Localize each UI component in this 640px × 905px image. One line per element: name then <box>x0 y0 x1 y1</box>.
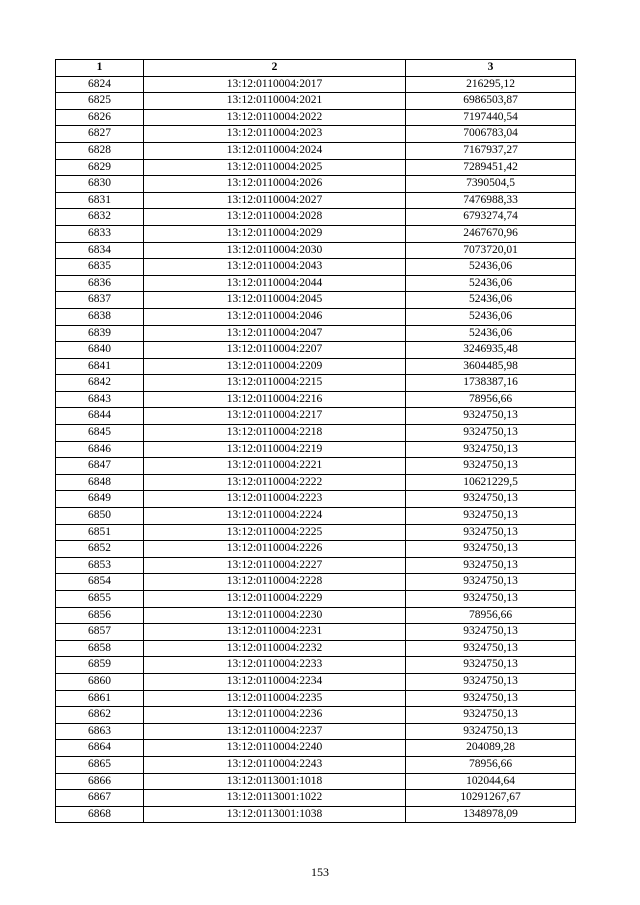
value-cell: 9324750,13 <box>406 723 576 740</box>
column-header-2: 2 <box>144 60 406 77</box>
table-row <box>56 458 576 475</box>
row-number-cell: 6829 <box>56 159 144 176</box>
row-number-cell: 6867 <box>56 790 144 807</box>
table-row <box>56 375 576 392</box>
value-cell: 9324750,13 <box>406 408 576 425</box>
row-number-cell: 6865 <box>56 756 144 773</box>
cadastral-number-cell: 13:12:0110004:2021 <box>144 93 406 110</box>
table-row <box>56 591 576 608</box>
cadastral-number-cell: 13:12:0110004:2230 <box>144 607 406 624</box>
table-row <box>56 557 576 574</box>
table-row <box>56 292 576 309</box>
value-cell: 9324750,13 <box>406 441 576 458</box>
page-number: 153 <box>311 865 329 879</box>
table-row <box>56 342 576 359</box>
row-number-cell: 6858 <box>56 640 144 657</box>
value-cell: 78956,66 <box>406 607 576 624</box>
row-number-cell: 6845 <box>56 425 144 442</box>
cadastral-number-cell: 13:12:0110004:2225 <box>144 524 406 541</box>
cadastral-number-cell: 13:12:0110004:2224 <box>144 508 406 525</box>
row-number-cell: 6843 <box>56 391 144 408</box>
row-number-cell: 6853 <box>56 557 144 574</box>
row-number-cell: 6828 <box>56 142 144 159</box>
cadastral-number-cell: 13:12:0110004:2229 <box>144 591 406 608</box>
cadastral-number-cell: 13:12:0110004:2237 <box>144 723 406 740</box>
value-cell: 3604485,98 <box>406 358 576 375</box>
table-row <box>56 192 576 209</box>
row-number-cell: 6866 <box>56 773 144 790</box>
table-body <box>56 76 576 823</box>
value-cell: 7390504,5 <box>406 176 576 193</box>
cadastral-number-cell: 13:12:0110004:2029 <box>144 225 406 242</box>
row-number-cell: 6831 <box>56 192 144 209</box>
value-cell: 2467670,96 <box>406 225 576 242</box>
row-number-cell: 6848 <box>56 474 144 491</box>
row-number-cell: 6855 <box>56 591 144 608</box>
row-number-cell: 6844 <box>56 408 144 425</box>
value-cell: 9324750,13 <box>406 458 576 475</box>
table-row <box>56 773 576 790</box>
value-cell: 9324750,13 <box>406 541 576 558</box>
table-header <box>56 60 576 77</box>
value-cell: 9324750,13 <box>406 657 576 674</box>
value-cell: 52436,06 <box>406 275 576 292</box>
cadastral-number-cell: 13:12:0110004:2226 <box>144 541 406 558</box>
row-number-cell: 6857 <box>56 624 144 641</box>
table-row <box>56 425 576 442</box>
cadastral-number-cell: 13:12:0110004:2231 <box>144 624 406 641</box>
value-cell: 9324750,13 <box>406 624 576 641</box>
value-cell: 216295,12 <box>406 76 576 93</box>
value-cell: 7073720,01 <box>406 242 576 259</box>
cadastral-number-cell: 13:12:0110004:2219 <box>144 441 406 458</box>
table-row <box>56 176 576 193</box>
cadastral-number-cell: 13:12:0110004:2218 <box>144 425 406 442</box>
cadastral-number-cell: 13:12:0110004:2047 <box>144 325 406 342</box>
table-row <box>56 93 576 110</box>
header-row <box>56 60 576 77</box>
cadastral-number-cell: 13:12:0110004:2027 <box>144 192 406 209</box>
cadastral-number-cell: 13:12:0110004:2022 <box>144 109 406 126</box>
value-cell: 9324750,13 <box>406 508 576 525</box>
value-cell: 52436,06 <box>406 308 576 325</box>
table-row <box>56 624 576 641</box>
cadastral-number-cell: 13:12:0110004:2209 <box>144 358 406 375</box>
cadastral-number-cell: 13:12:0110004:2240 <box>144 740 406 757</box>
cadastral-number-cell: 13:12:0110004:2227 <box>144 557 406 574</box>
cadastral-number-cell: 13:12:0110004:2043 <box>144 259 406 276</box>
value-cell: 9324750,13 <box>406 491 576 508</box>
value-cell: 10291267,67 <box>406 790 576 807</box>
row-number-cell: 6847 <box>56 458 144 475</box>
cadastral-number-cell: 13:12:0110004:2222 <box>144 474 406 491</box>
row-number-cell: 6833 <box>56 225 144 242</box>
table-row <box>56 640 576 657</box>
value-cell: 9324750,13 <box>406 524 576 541</box>
row-number-cell: 6859 <box>56 657 144 674</box>
table-row <box>56 109 576 126</box>
value-cell: 7167937,27 <box>406 142 576 159</box>
value-cell: 9324750,13 <box>406 425 576 442</box>
value-cell: 78956,66 <box>406 756 576 773</box>
value-cell: 52436,06 <box>406 325 576 342</box>
cadastral-number-cell: 13:12:0110004:2025 <box>144 159 406 176</box>
cadastral-number-cell: 13:12:0110004:2207 <box>144 342 406 359</box>
table-row <box>56 242 576 259</box>
table-row <box>56 740 576 757</box>
table-row <box>56 673 576 690</box>
table-row <box>56 541 576 558</box>
table-row <box>56 142 576 159</box>
cadastral-number-cell: 13:12:0110004:2215 <box>144 375 406 392</box>
table-row <box>56 607 576 624</box>
table-row <box>56 391 576 408</box>
cadastral-number-cell: 13:12:0110004:2026 <box>144 176 406 193</box>
cadastral-value-table <box>55 59 576 823</box>
row-number-cell: 6862 <box>56 707 144 724</box>
value-cell: 52436,06 <box>406 292 576 309</box>
cadastral-number-cell: 13:12:0110004:2243 <box>144 756 406 773</box>
value-cell: 9324750,13 <box>406 557 576 574</box>
value-cell: 9324750,13 <box>406 591 576 608</box>
row-number-cell: 6838 <box>56 308 144 325</box>
table-row <box>56 657 576 674</box>
row-number-cell: 6868 <box>56 806 144 823</box>
row-number-cell: 6834 <box>56 242 144 259</box>
table-row <box>56 690 576 707</box>
row-number-cell: 6850 <box>56 508 144 525</box>
row-number-cell: 6832 <box>56 209 144 226</box>
row-number-cell: 6854 <box>56 574 144 591</box>
value-cell: 102044,64 <box>406 773 576 790</box>
value-cell: 6986503,87 <box>406 93 576 110</box>
row-number-cell: 6840 <box>56 342 144 359</box>
table-row <box>56 225 576 242</box>
value-cell: 9324750,13 <box>406 673 576 690</box>
table-row <box>56 574 576 591</box>
table-row <box>56 441 576 458</box>
value-cell: 6793274,74 <box>406 209 576 226</box>
value-cell: 9324750,13 <box>406 707 576 724</box>
table-row <box>56 723 576 740</box>
cadastral-number-cell: 13:12:0113001:1022 <box>144 790 406 807</box>
cadastral-number-cell: 13:12:0110004:2044 <box>144 275 406 292</box>
value-cell: 1738387,16 <box>406 375 576 392</box>
row-number-cell: 6852 <box>56 541 144 558</box>
cadastral-number-cell: 13:12:0110004:2234 <box>144 673 406 690</box>
cadastral-number-cell: 13:12:0110004:2236 <box>144 707 406 724</box>
value-cell: 7289451,42 <box>406 159 576 176</box>
row-number-cell: 6826 <box>56 109 144 126</box>
cadastral-number-cell: 13:12:0110004:2046 <box>144 308 406 325</box>
value-cell: 204089,28 <box>406 740 576 757</box>
table-row <box>56 308 576 325</box>
table-row <box>56 159 576 176</box>
table-row <box>56 756 576 773</box>
row-number-cell: 6849 <box>56 491 144 508</box>
cadastral-number-cell: 13:12:0110004:2028 <box>144 209 406 226</box>
cadastral-number-cell: 13:12:0110004:2235 <box>144 690 406 707</box>
cadastral-number-cell: 13:12:0110004:2217 <box>144 408 406 425</box>
table-row <box>56 508 576 525</box>
table-row <box>56 524 576 541</box>
table-row <box>56 806 576 823</box>
row-number-cell: 6836 <box>56 275 144 292</box>
cadastral-number-cell: 13:12:0110004:2216 <box>144 391 406 408</box>
row-number-cell: 6827 <box>56 126 144 143</box>
cadastral-number-cell: 13:12:0110004:2232 <box>144 640 406 657</box>
cadastral-number-cell: 13:12:0110004:2233 <box>144 657 406 674</box>
row-number-cell: 6825 <box>56 93 144 110</box>
table-row <box>56 790 576 807</box>
table-row <box>56 491 576 508</box>
value-cell: 7197440,54 <box>406 109 576 126</box>
cadastral-number-cell: 13:12:0113001:1038 <box>144 806 406 823</box>
value-cell: 9324750,13 <box>406 574 576 591</box>
value-cell: 10621229,5 <box>406 474 576 491</box>
column-header-3: 3 <box>406 60 576 77</box>
value-cell: 52436,06 <box>406 259 576 276</box>
cadastral-number-cell: 13:12:0110004:2030 <box>144 242 406 259</box>
cadastral-number-cell: 13:12:0110004:2223 <box>144 491 406 508</box>
table-row <box>56 259 576 276</box>
cadastral-number-cell: 13:12:0110004:2024 <box>144 142 406 159</box>
cadastral-number-cell: 13:12:0110004:2228 <box>144 574 406 591</box>
row-number-cell: 6864 <box>56 740 144 757</box>
table-row <box>56 358 576 375</box>
table-row <box>56 474 576 491</box>
value-cell: 78956,66 <box>406 391 576 408</box>
table-row <box>56 707 576 724</box>
table-row <box>56 275 576 292</box>
row-number-cell: 6824 <box>56 76 144 93</box>
row-number-cell: 6861 <box>56 690 144 707</box>
value-cell: 7006783,04 <box>406 126 576 143</box>
cadastral-number-cell: 13:12:0110004:2023 <box>144 126 406 143</box>
row-number-cell: 6841 <box>56 358 144 375</box>
cadastral-number-cell: 13:12:0110004:2221 <box>144 458 406 475</box>
value-cell: 1348978,09 <box>406 806 576 823</box>
row-number-cell: 6839 <box>56 325 144 342</box>
row-number-cell: 6863 <box>56 723 144 740</box>
column-header-1: 1 <box>56 60 144 77</box>
row-number-cell: 6830 <box>56 176 144 193</box>
row-number-cell: 6837 <box>56 292 144 309</box>
value-cell: 3246935,48 <box>406 342 576 359</box>
value-cell: 9324750,13 <box>406 690 576 707</box>
row-number-cell: 6846 <box>56 441 144 458</box>
table-row <box>56 408 576 425</box>
cadastral-number-cell: 13:12:0110004:2045 <box>144 292 406 309</box>
table-row <box>56 126 576 143</box>
value-cell: 7476988,33 <box>406 192 576 209</box>
cadastral-number-cell: 13:12:0110004:2017 <box>144 76 406 93</box>
cadastral-number-cell: 13:12:0113001:1018 <box>144 773 406 790</box>
table-row <box>56 76 576 93</box>
row-number-cell: 6835 <box>56 259 144 276</box>
row-number-cell: 6856 <box>56 607 144 624</box>
row-number-cell: 6851 <box>56 524 144 541</box>
row-number-cell: 6842 <box>56 375 144 392</box>
table-row <box>56 209 576 226</box>
value-cell: 9324750,13 <box>406 640 576 657</box>
table-row <box>56 325 576 342</box>
row-number-cell: 6860 <box>56 673 144 690</box>
